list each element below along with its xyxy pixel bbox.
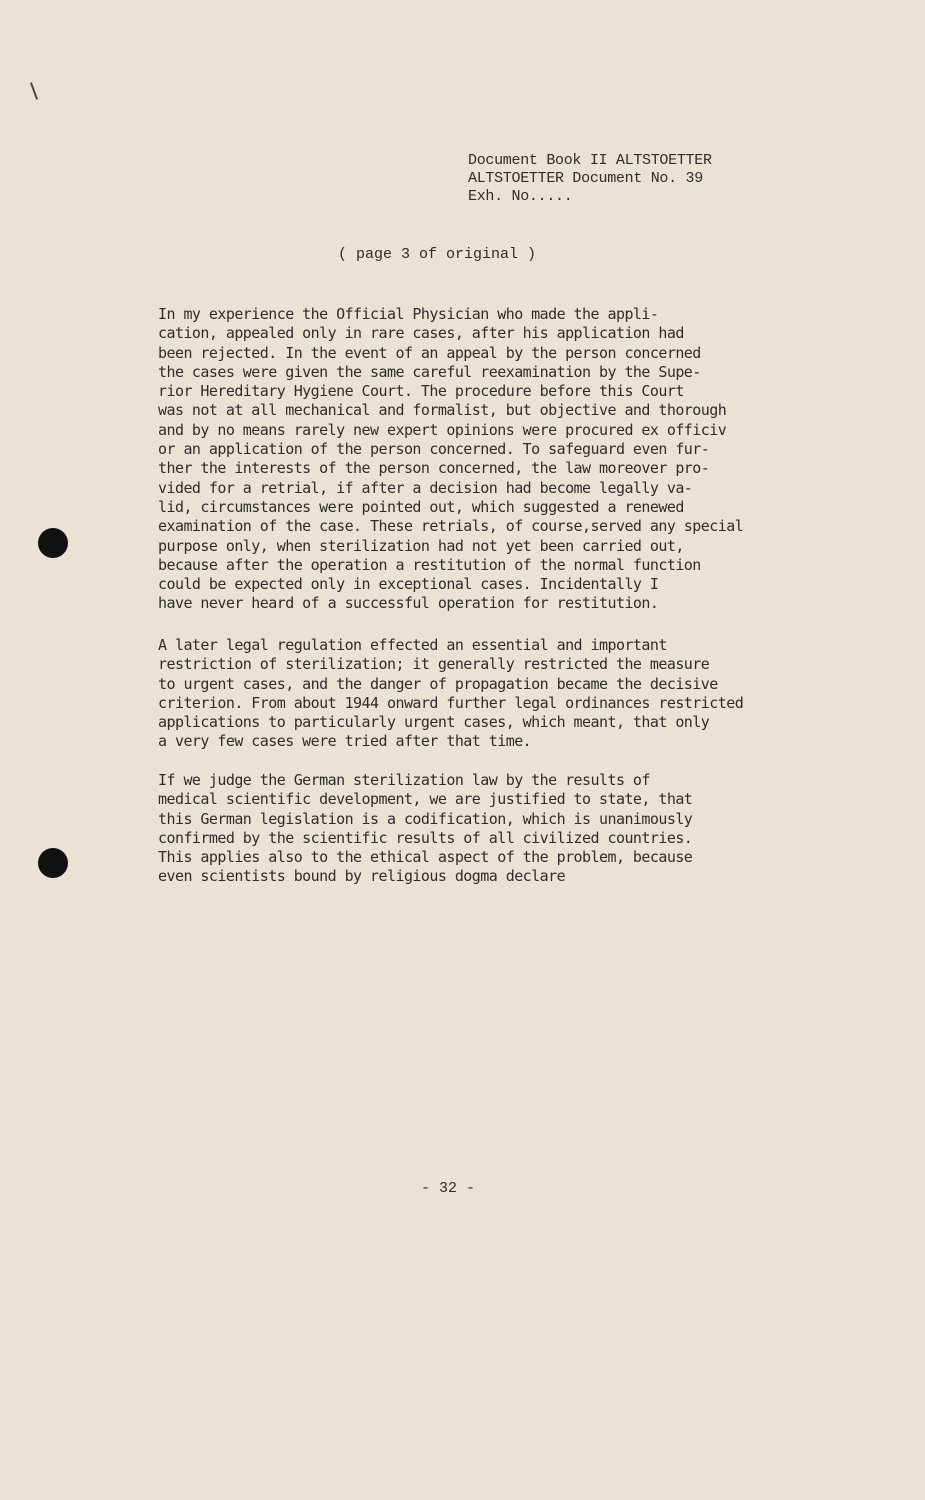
paragraph-line: If we judge the German sterilization law by the results of	[158, 771, 650, 789]
paragraph-line: even scientists bound by religious dogma declare	[158, 867, 566, 886]
paragraph-1	[158, 305, 818, 614]
paragraph-line: examination of the case. These retrials, of course,served any special	[158, 517, 744, 536]
paragraph-line: applications to particularly urgent cases, which meant, that only	[158, 713, 710, 732]
pen-mark	[30, 82, 38, 100]
page-reference: ( page 3 of original )	[338, 246, 537, 263]
paragraph-line: criterion. From about 1944 onward further legal ordinances restricted	[158, 693, 744, 712]
page-number: - 32 -	[421, 1180, 476, 1197]
paragraph-line: In my experience the Official Physician who made the appli-	[158, 305, 659, 323]
paragraph-line: cation, appealed only in rare cases, after his application had	[158, 324, 684, 343]
paragraph-line: lid, circumstances were pointed out, which suggested a renewed	[158, 497, 684, 516]
paragraph-line: this German legislation is a codification, which is unanimously	[158, 809, 693, 828]
paragraph-line: confirmed by the scientific results of all civilized countries.	[158, 828, 693, 847]
paragraph-line: was not at all mechanical and formalist, but objective and thorough	[158, 401, 727, 420]
paragraph-line: the cases were given the same careful reexamination by the Supe-	[158, 362, 701, 381]
paragraph-line: medical scientific development, we are justified to state, that	[158, 790, 693, 809]
paragraph-line: vided for a retrial, if after a decision had become legally va-	[158, 478, 693, 497]
paragraph-line: purpose only, when sterilization had not yet been carried out,	[158, 536, 684, 555]
paragraph-line: been rejected. In the event of an appeal by the person concerned	[158, 343, 701, 362]
paragraph-line: rior Hereditary Hygiene Court. The procedure before this Court	[158, 382, 684, 401]
paragraph-line: This applies also to the ethical aspect of the problem, because	[158, 848, 693, 867]
paragraph-line: restriction of sterilization; it generally restricted the measure	[158, 655, 710, 674]
paragraph-line: A later legal regulation effected an essential and important	[158, 636, 667, 654]
paragraph-line: could be expected only in exceptional cases. Incidentally I	[158, 575, 659, 594]
header-line-exhibit: Exh. No.....	[468, 188, 573, 205]
paragraph-line: ther the interests of the person concerned, the law moreover pro-	[158, 459, 710, 478]
paragraph-line: to urgent cases, and the danger of propagation became the decisive	[158, 674, 718, 693]
header-line-book: Document Book II ALTSTOETTER	[468, 152, 712, 169]
paragraph-line: and by no means rarely new expert opinions were procured ex officiv	[158, 420, 727, 439]
punch-hole-bottom	[38, 848, 68, 878]
header-line-document: ALTSTOETTER Document No. 39	[468, 170, 703, 187]
document-header	[468, 152, 712, 206]
paragraph-2	[158, 636, 818, 752]
paragraph-line: a very few cases were tried after that time.	[158, 732, 532, 751]
paragraph-line: or an application of the person concerned. To safeguard even fur-	[158, 440, 710, 459]
paragraph-line: because after the operation a restitution of the normal function	[158, 555, 701, 574]
paragraph-3	[158, 771, 818, 887]
punch-hole-top	[38, 528, 68, 558]
paragraph-line: have never heard of a successful operation for restitution.	[158, 594, 659, 613]
